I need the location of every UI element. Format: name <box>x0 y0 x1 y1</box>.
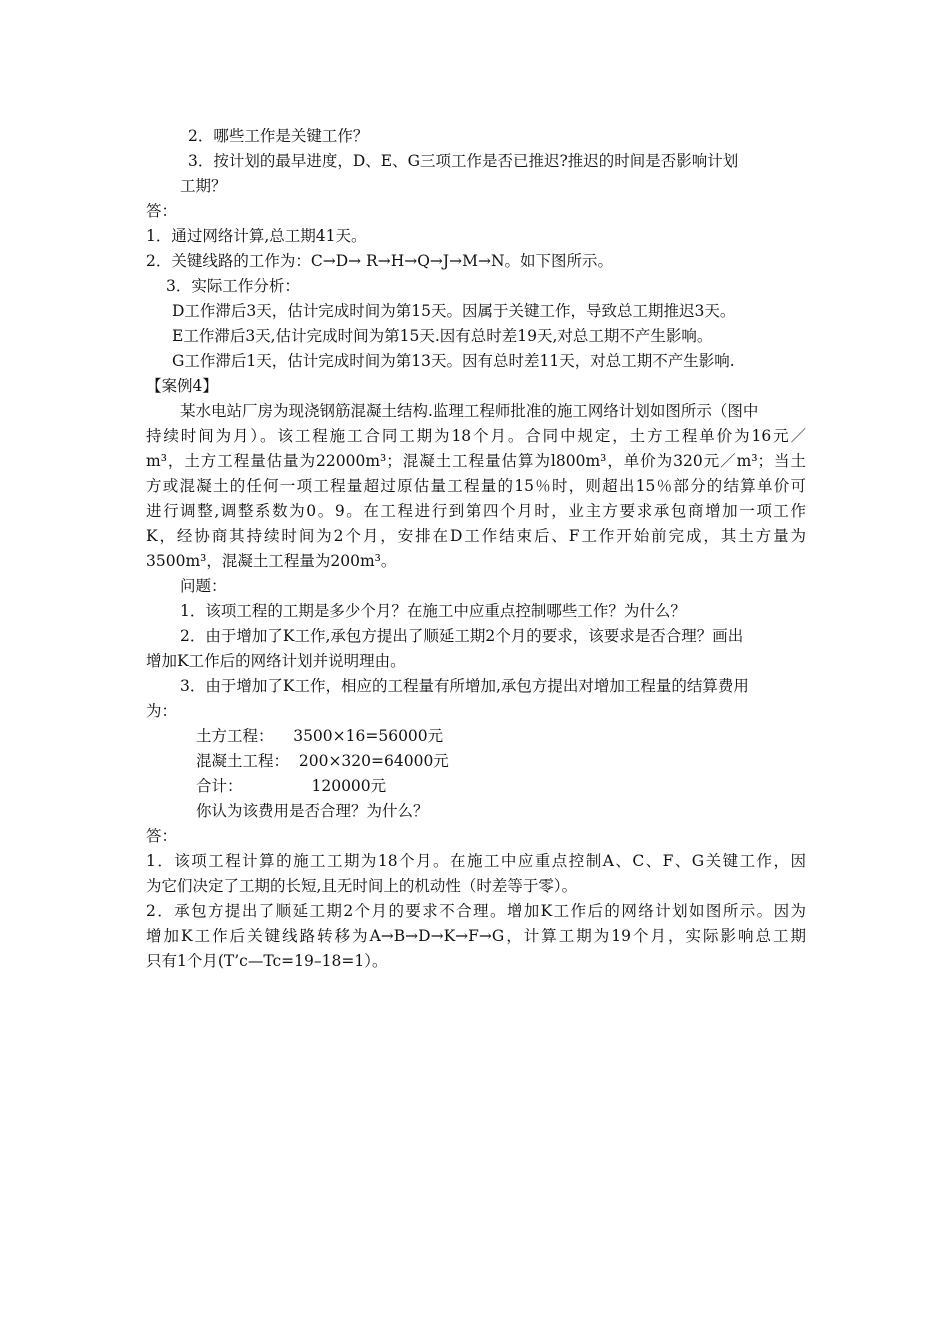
question-3: 3．按计划的最早进度，D、E、G三项工作是否已推迟?推迟的时间是否影响计划 <box>188 152 739 170</box>
case-4-para-line: 3500m³，混凝土工程量为200m³。 <box>146 552 397 570</box>
case-question-2-cont: 增加K工作后的网络计划并说明理由。 <box>146 652 406 670</box>
case-4-para-line: m³，土方工程量估量为22000m³；混凝土工程量估算为l800m³，单价为320元／m³；当土 <box>146 452 806 470</box>
case-4-para-line: K，经协商其持续时间为2个月，安排在D工作结束后、F工作开始前完成，其土方量为 <box>146 527 806 545</box>
case-question-2: 2．由于增加了K工作,承包方提出了顺延工期2个月的要求，该要求是否合理？画出 <box>180 627 744 645</box>
case-answer-2: 2．承包方提出了顺延工期2个月的要求不合理。增加K工作后的网络计划如图所示。因为 <box>146 902 806 920</box>
case-4-para-line: 某水电站厂房为现浇钢筋混凝土结构.监理工程师批准的施工网络计划如图所示（图中 <box>180 402 759 420</box>
case-4-para-line: 进行调整,调整系数为0。9。在工程进行到第四个月时，业主方要求承包商增加一项工作 <box>146 502 806 520</box>
case-question-3-cont: 为： <box>146 702 178 720</box>
answer-3: 3．实际工作分析： <box>166 277 300 295</box>
analysis-e: E工作滞后3天,估计完成时间为第15天.因有总时差19天,对总工期不产生影响。 <box>172 327 713 345</box>
cost-question: 你认为该费用是否合理？为什么？ <box>196 802 429 820</box>
question-2: 2．哪些工作是关键工作？ <box>188 127 369 145</box>
case-question-1: 1．该项工程的工期是多少个月？在施工中应重点控制哪些工作？为什么？ <box>180 602 686 620</box>
analysis-d: D工作滞后3天，估计完成时间为第15天。因属于关键工作，导致总工期推迟3天。 <box>172 302 736 320</box>
analysis-g: G工作滞后1天，估计完成时间为第13天。因有总时差11天，对总工期不产生影响. <box>172 352 735 370</box>
question-3-cont: 工期？ <box>180 177 227 195</box>
case-4-para-line: 持续时间为月）。该工程施工合同工期为18个月。合同中规定，土方工程单价为16元／ <box>146 427 806 445</box>
answer-1: 1．通过网络计算,总工期41天。 <box>146 227 367 245</box>
answer-heading-2: 答： <box>146 827 178 845</box>
answer-2: 2．关键线路的工作为：C→D→ R→H→Q→J→M→N。如下图所示。 <box>146 252 614 270</box>
cost-earthwork: 土方工程： 3500×16=56000元 <box>196 727 444 745</box>
case-answer-2-end: 只有1个月(T’c—Tc=19–18=1）。 <box>146 952 388 970</box>
case-question-3: 3．由于增加了K工作，相应的工程量有所增加,承包方提出对增加工程量的结算费用 <box>180 677 749 695</box>
case-4-para-line: 方或混凝土的任何一项工程量超过原估量工程量的15％时，则超出15％部分的结算单价可 <box>146 477 806 495</box>
case-answer-1: 1．该项工程计算的施工工期为18个月。在施工中应重点控制A、C、F、G关键工作，因 <box>146 852 806 870</box>
cost-concrete: 混凝土工程： 200×320=64000元 <box>196 752 449 770</box>
case-4-heading: 【案例4】 <box>146 377 218 395</box>
questions-heading: 问题： <box>180 577 227 595</box>
case-answer-1-cont: 为它们决定了工期的长短,且无时间上的机动性（时差等于零）。 <box>146 877 578 895</box>
answer-heading: 答： <box>146 202 178 220</box>
case-answer-2-cont: 增加K工作后关键线路转移为A→B→D→K→F→G，计算工期为19个月，实际影响总工期 <box>146 927 806 945</box>
cost-total: 合计： 120000元 <box>196 777 387 795</box>
